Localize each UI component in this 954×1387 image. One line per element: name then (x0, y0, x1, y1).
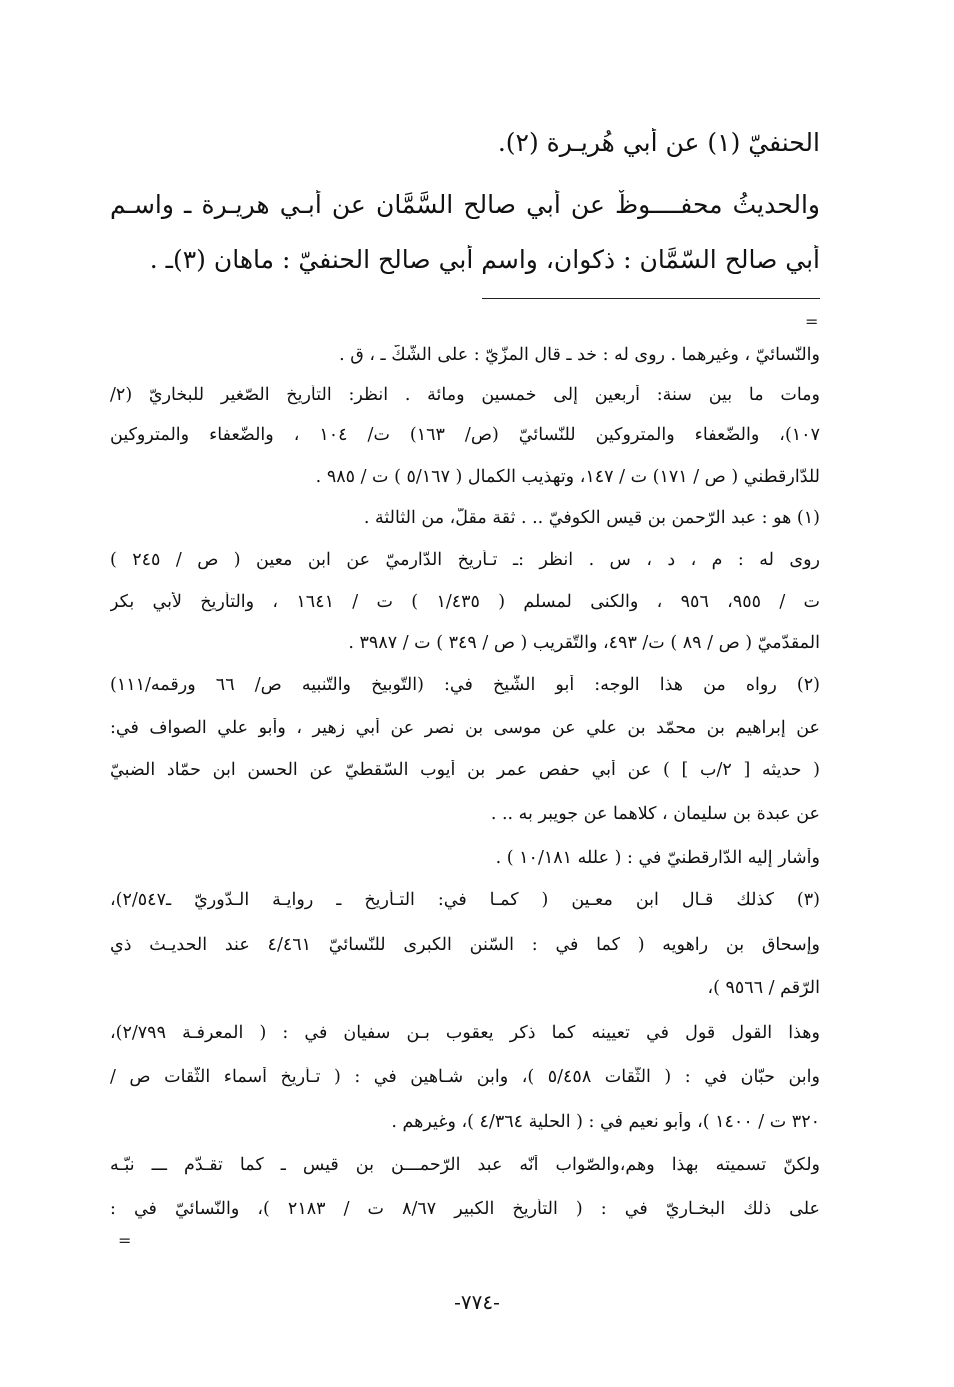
footnote-line-5: (١) هو : عبد الرّحمن بن قيس الكوفيّ .. . ثقة مقلّ، من الثالثة . (363, 508, 820, 528)
footnote-line-21: على ذلك البخـاريّ في : ( التأريخ الكبير ٨/٦٧ ت / ٢١٨٣ )، والنّسائيّ في : (110, 1199, 820, 1219)
footnote-line-12: عن عبدة بن سليمان ، كلاهما عن جويبر به .. . (490, 804, 820, 824)
footnote-line-20: ولكنّ تسميته بهذا وهم،والصّواب أنّه عبد الرّحمـــن بن قيس ـ كما تقـدّم ـــ نبّـه (110, 1155, 820, 1175)
footnote-line-9: (٢) رواه من هذا الوجه: أبو الشّيخ في: (التّوبيخ والتّنبيه ص/ ٦٦ ورقمه/١١١) (110, 675, 820, 695)
footnote-line-1: والنّسائيّ ، وغيرهما . روى له : خد ـ قال المزّيّ : على الشّكّ ـ ، ق . (339, 345, 820, 365)
page-number: -٧٧٤- (454, 1290, 500, 1314)
footnote-line-16: الرّقم / ٩٥٦٦ )، (707, 978, 820, 998)
main-line-3: أَبي صالح السّمَّان : ذكوان، واسم أَبي صالح الحنفيّ : ماهان (٣)ـ . (149, 245, 820, 274)
continuation-mark-top: = (805, 312, 819, 331)
footnote-line-19: ٣٢٠ ت / ١٤٠٠ )، وأبو نعيم في : ( الحلية ٤/٣٦٤ )، وغيرهم . (391, 1112, 820, 1132)
footnote-line-18: وابن حبّان في : ( الثّقات ٥/٤٥٨ )، وابن شـاهين في : ( تـأريخ أسماء الثّقات ص / (110, 1067, 820, 1087)
footnote-line-17: وهذا القول قول في تعيينه كما ذكر يعقوب بـن سفيان في : ( المعرفـة ٢/٧٩٩)، (110, 1023, 820, 1043)
footnote-line-15: وإسحاق بن راهويه ( كما في : السّنن الكبرى للنّسائيّ ٤/٤٦١ عند الحديـث ذي (110, 935, 820, 955)
footnote-line-10: عن إبراهيم بن محمّد بن علي عن موسى بن نصر عن أبي زهير ، وأبو علي الصواف في: (110, 718, 820, 738)
footnote-line-7: ت / ٩٥٥، ٩٥٦ ، والكنى لمسلم ( ١/٤٣٥ ) ت / ١٦٤١ ، والتأريخ لأبي بكر (110, 592, 820, 612)
footnote-line-11: ( حديثه [ ٢/ب ] ) عن أبي حفص عمر بن أيوب السّقطيّ عن الحسن ابن حمّاد الضبيّ (110, 760, 820, 780)
footnote-line-6: روى له : م ، د ، س . انظر :ـ تـأريخ الدّارميّ عن ابن معين ( ص / ٢٤٥ ) (110, 550, 820, 570)
footnote-line-13: وأشار إليه الدّارقطنيّ في : ( علله ١٠/١٨١ ) . (495, 848, 820, 868)
main-line-2: والحديثُ محفــــوظٌ عن أبي صالحٍ السَّمَّان عن أَبـي هريـرة ـ واسـم (110, 190, 820, 219)
footnote-line-3: ١٠٧)، والضّعفاء والمتروكين للنّسائيّ (ص/ ١٦٣) ت/ ١٠٤ ، والضّعفاء والمتروكين (110, 425, 820, 445)
footnote-line-8: المقدّميّ ( ص / ٨٩ ) ت/ ٤٩٣، والتّقريب ( ص / ٣٤٩ ) ت / ٣٩٨٧ . (348, 633, 820, 653)
continuation-mark-bottom: = (118, 1231, 132, 1250)
footnote-line-14: (٣) كذلك قـال ابن معـين ( كمـا في: التـأريخ ـ روايـة الـدّوريّ ـ٢/٥٤٧)، (110, 890, 820, 910)
footnote-line-4: للدّارقطني ( ص / ١٧١) ت / ١٤٧، وتهذيب الكمال ( ٥/١٦٧ ) ت / ٩٨٥ . (315, 467, 820, 487)
footnote-separator (482, 298, 820, 299)
footnote-line-2: ومات ما بين سنة: أربعين إلى خمسين ومائة . انظر: التأريخ الصّغير للبخاريّ (٢/ (110, 385, 820, 405)
main-line-1: الحنفيّ (١) عن أبي هُريـرة (٢). (497, 128, 820, 157)
